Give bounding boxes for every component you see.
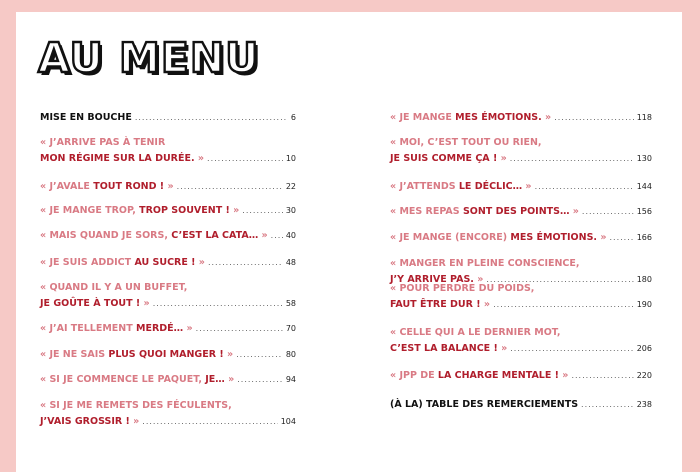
- title-segment: MES ÉMOTIONS.: [455, 112, 542, 123]
- title-segment: « J’ARRIVE PAS À TENIR: [40, 137, 166, 148]
- title-segment: « CELLE QUI A LE DERNIER MOT,: [390, 327, 561, 338]
- leader-dots: [153, 296, 283, 312]
- toc-entry-title: [390, 256, 580, 272]
- title-segment: »: [258, 230, 268, 241]
- page-number: 238: [636, 400, 652, 409]
- toc-entry-title: [390, 397, 578, 413]
- title-segment: AU SUCRE !: [134, 257, 196, 268]
- toc-entry-title: [40, 372, 234, 388]
- toc-entry-title: [40, 135, 165, 151]
- toc-entry[interactable]: [40, 203, 296, 219]
- title-segment: « QUAND IL Y A UN BUFFET,: [40, 282, 188, 293]
- title-segment: « SI JE ME REMETS DES FÉCULENTS,: [40, 400, 232, 411]
- book-page: [16, 12, 682, 472]
- title-segment: J’VAIS GROSSIR !: [40, 416, 130, 427]
- toc-entry-title: [390, 325, 561, 341]
- title-segment: »: [194, 153, 205, 164]
- toc-entry[interactable]: [390, 135, 652, 167]
- toc-entry-line: [390, 397, 652, 413]
- toc-entry-line: [40, 321, 296, 337]
- toc-entry[interactable]: [390, 368, 652, 384]
- title-segment: PLUS QUOI MANGER !: [108, 349, 224, 360]
- toc-entry-title: [40, 255, 205, 271]
- toc-entry-title: [390, 135, 542, 151]
- toc-entry-title: [40, 398, 232, 414]
- title-segment: MES ÉMOTIONS.: [510, 232, 598, 243]
- leader-dots: [581, 397, 634, 413]
- page-number: 48: [285, 258, 296, 267]
- title-segment: »: [195, 257, 205, 268]
- toc-entry-line: [390, 297, 652, 313]
- leader-dots: [236, 347, 283, 363]
- toc-entry-line: [40, 347, 296, 363]
- leader-dots: [571, 368, 633, 384]
- toc-entry-line: [40, 203, 296, 219]
- title-segment: »: [223, 349, 234, 360]
- title-segment: « JE SUIS ADDICT: [40, 257, 135, 268]
- toc-entry-title: [40, 203, 239, 219]
- leader-dots: [177, 179, 283, 195]
- title-segment: »: [229, 205, 240, 216]
- title-segment: C’EST LA BALANCE !: [390, 343, 498, 354]
- leader-dots: [554, 110, 634, 126]
- toc-entry-title: [40, 347, 233, 363]
- title-segment: « JPP DE: [390, 370, 438, 381]
- toc-entry-line: [390, 368, 652, 384]
- toc-entry-line: [390, 281, 652, 297]
- toc-entry-line: [40, 296, 296, 312]
- page-number: 6: [290, 113, 296, 122]
- toc-entry-line: [40, 280, 296, 296]
- title-segment: « MAIS QUAND JE SORS,: [40, 230, 172, 241]
- toc-entry[interactable]: [390, 281, 652, 313]
- toc-entry-line: [390, 204, 652, 220]
- title-segment: »: [183, 323, 193, 334]
- leader-dots: [510, 151, 634, 167]
- title-segment: JE GOÛTE À TOUT !: [40, 298, 141, 309]
- toc-entry[interactable]: [40, 135, 296, 167]
- toc-entry-line: [390, 325, 652, 341]
- toc-entry[interactable]: [40, 228, 296, 244]
- toc-entry-title: [390, 368, 568, 384]
- toc-entry-title: [40, 151, 204, 167]
- title-segment: TROP SOUVENT !: [139, 205, 230, 216]
- toc-entry[interactable]: [40, 398, 296, 430]
- leader-dots: [609, 230, 633, 246]
- page-number: 30: [285, 206, 296, 215]
- leader-dots: [135, 110, 288, 126]
- title-segment: « SI JE COMMENCE LE PAQUET,: [40, 374, 206, 385]
- leader-dots: [237, 372, 283, 388]
- leader-dots: [582, 204, 634, 220]
- page-number: 58: [285, 299, 296, 308]
- toc-entry-title: [40, 280, 187, 296]
- toc-entry-title: [40, 321, 193, 337]
- toc-entry-title: [390, 297, 490, 313]
- toc-entry[interactable]: [390, 110, 652, 126]
- page-number: 40: [285, 231, 296, 240]
- toc-entry-title: [390, 179, 532, 195]
- page-title: AU MENU: [38, 34, 260, 82]
- toc-entry-line: [390, 151, 652, 167]
- toc-entry-title: [390, 110, 551, 126]
- title-segment: »: [522, 181, 532, 192]
- toc-entry-line: [390, 179, 652, 195]
- toc-entry[interactable]: [40, 372, 296, 388]
- title-segment: »: [569, 206, 579, 217]
- title-segment: TOUT ROND !: [93, 181, 165, 192]
- title-segment: « J’AI TELLEMENT: [40, 323, 137, 334]
- toc-entry-title: [390, 281, 534, 297]
- title-segment: »: [558, 370, 569, 381]
- toc-entry-line: [40, 135, 296, 151]
- page-number: 180: [636, 275, 652, 284]
- title-segment: « JE MANGE: [390, 112, 456, 123]
- title-segment: MISE EN BOUCHE: [40, 112, 132, 123]
- page-number: 118: [636, 113, 652, 122]
- title-segment: J’Y ARRIVE PAS.: [390, 274, 474, 285]
- title-segment: JE SUIS COMME ÇA !: [390, 153, 498, 164]
- toc-entry-line: [40, 110, 296, 126]
- toc-entry[interactable]: [40, 321, 296, 337]
- toc-entry[interactable]: [390, 325, 652, 357]
- toc-entry-title: [390, 341, 507, 357]
- toc-entry[interactable]: [390, 179, 652, 195]
- leader-dots: [207, 151, 283, 167]
- toc-entry-title: [390, 151, 507, 167]
- toc-entry-line: [40, 372, 296, 388]
- title-segment: JE…: [205, 374, 225, 385]
- toc-entry[interactable]: [390, 230, 652, 246]
- page-number: 144: [636, 182, 652, 191]
- title-segment: »: [541, 112, 552, 123]
- page-number: 104: [280, 417, 296, 426]
- toc-entry-line: [390, 135, 652, 151]
- leader-dots: [493, 297, 634, 313]
- title-segment: »: [129, 416, 140, 427]
- page-number: 166: [636, 233, 652, 242]
- leader-dots: [510, 341, 633, 357]
- toc-entry-title: [40, 296, 150, 312]
- toc-entry-line: [40, 228, 296, 244]
- title-segment: »: [480, 299, 491, 310]
- toc-entry[interactable]: [390, 397, 652, 413]
- leader-dots: [196, 321, 283, 337]
- title-segment: FAUT ÊTRE DUR !: [390, 299, 481, 310]
- page-number: 190: [636, 300, 652, 309]
- title-segment: (À LA) TABLE DES REMERCIEMENTS: [390, 399, 579, 410]
- page-number: 80: [285, 350, 296, 359]
- page-number: 206: [636, 344, 652, 353]
- title-segment: SONT DES POINTS…: [462, 206, 570, 217]
- toc-entry[interactable]: [390, 204, 652, 220]
- toc-entry-line: [390, 256, 652, 272]
- page-number: 220: [636, 371, 652, 380]
- page-number: 10: [285, 154, 296, 163]
- toc-entry-line: [390, 110, 652, 126]
- page-number: 130: [636, 154, 652, 163]
- title-segment: « JE NE SAIS: [40, 349, 109, 360]
- toc-entry-title: [40, 110, 132, 126]
- title-segment: « J’ATTENDS: [390, 181, 459, 192]
- toc-entry[interactable]: [40, 179, 296, 195]
- toc-entry-line: [40, 398, 296, 414]
- title-segment: »: [164, 181, 174, 192]
- title-segment: « JE MANGE (ENCORE): [390, 232, 511, 243]
- title-segment: MERDÉ…: [136, 323, 184, 334]
- title-segment: « POUR PERDRE DU POIDS,: [390, 283, 535, 294]
- leader-dots: [242, 203, 283, 219]
- title-segment: »: [597, 232, 607, 243]
- title-segment: MON RÉGIME SUR LA DURÉE.: [40, 153, 195, 164]
- title-segment: C’EST LA CATA…: [171, 230, 259, 241]
- toc-entry-line: [40, 179, 296, 195]
- title-segment: LA CHARGE MENTALE !: [437, 370, 559, 381]
- leader-dots: [208, 255, 283, 271]
- title-segment: »: [497, 153, 507, 164]
- title-segment: »: [224, 374, 235, 385]
- page-number: 70: [285, 324, 296, 333]
- leader-dots: [271, 228, 283, 244]
- toc-entry-title: [390, 204, 579, 220]
- leader-dots: [142, 414, 277, 430]
- leader-dots: [535, 179, 634, 195]
- toc-entry[interactable]: [40, 255, 296, 271]
- page-number: 94: [285, 375, 296, 384]
- toc-entry-line: [390, 230, 652, 246]
- toc-entry-line: [40, 414, 296, 430]
- page-number: 156: [636, 207, 652, 216]
- title-segment: « MOI, C’EST TOUT OU RIEN,: [390, 137, 542, 148]
- toc-entry-line: [390, 341, 652, 357]
- title-segment: »: [473, 274, 484, 285]
- title-segment: LE DÉCLIC…: [458, 181, 523, 192]
- toc-entry[interactable]: [40, 110, 296, 126]
- toc-entry-title: [40, 228, 268, 244]
- title-segment: « JE MANGE TROP,: [40, 205, 140, 216]
- toc-entry-line: [40, 151, 296, 167]
- title-segment: « MANGER EN PLEINE CONSCIENCE,: [390, 258, 580, 269]
- toc-entry[interactable]: [40, 347, 296, 363]
- page-number: 22: [285, 182, 296, 191]
- title-segment: « J’AVALE: [40, 181, 94, 192]
- toc-entry-title: [390, 230, 606, 246]
- title-segment: « MES REPAS: [390, 206, 463, 217]
- toc-entry-title: [40, 414, 139, 430]
- toc-entry-title: [40, 179, 174, 195]
- toc-entry-line: [40, 255, 296, 271]
- toc-entry[interactable]: [40, 280, 296, 312]
- title-segment: »: [140, 298, 150, 309]
- title-segment: »: [497, 343, 508, 354]
